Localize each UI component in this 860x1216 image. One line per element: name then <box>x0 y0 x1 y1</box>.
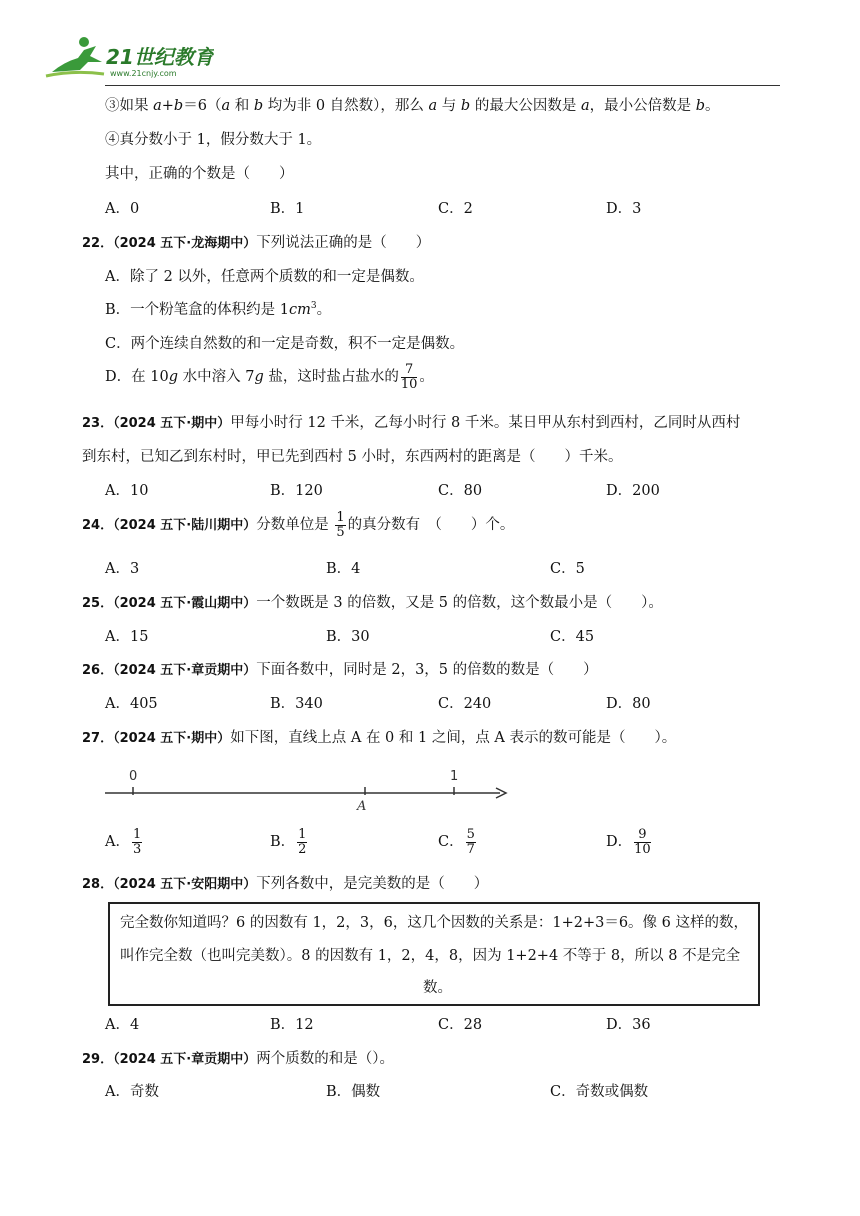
statement-4: ④真分数小于 1，假分数大于 1。 <box>105 132 322 148</box>
option-c[interactable]: C．240 <box>438 696 492 712</box>
question-prompt: 其中，正确的个数是（ ） <box>105 166 294 182</box>
option-a[interactable]: A．4 <box>105 1017 140 1033</box>
option-c[interactable]: C．两个连续自然数的和一定是奇数，积不一定是偶数。 <box>105 336 465 352</box>
info-box-line-3: 数。 <box>423 980 452 996</box>
option-b[interactable]: B．12 <box>270 1017 314 1033</box>
label-1: 1 <box>450 769 459 784</box>
question-27: 27．（2024 五下·期中）如下图，直线上点 A 在 0 和 1 之间，点 A 表示的数可能是（ ）。 <box>82 730 677 746</box>
site-logo <box>44 32 214 82</box>
option-b[interactable]: B．一个粉笔盒的体积约是 $1cm^3$。 <box>105 301 332 318</box>
question-23: 23．（2024 五下·期中）甲每小时行 12 千米，乙每小时行 8 千米。某日甲从东村到西村，乙同时从西村 <box>82 415 741 431</box>
option-c[interactable]: C． $\frac{5}{7}$ <box>438 827 475 857</box>
fraction: $\frac{7}{10}$ <box>400 362 418 392</box>
question-29: 29．（2024 五下·章贡期中）两个质数的和是（）。 <box>82 1051 394 1067</box>
info-box-line-1: 完全数你知道吗？6 的因数有 1，2，3，6，这几个因数的关系是：1+2+3＝6。像 6 这样的数， <box>120 915 748 931</box>
option-a[interactable]: A．奇数 <box>105 1084 159 1100</box>
option-d[interactable]: D．36 <box>606 1017 651 1033</box>
option-a[interactable]: A． $\frac{1}{3}$ <box>105 827 142 857</box>
number-line-diagram <box>100 764 520 814</box>
question-23-line2: 到东村，已知乙到东村时，甲已先到西村 5 小时，东西两村的距离是（ ）千米。 <box>82 449 623 465</box>
option-b[interactable]: B．340 <box>270 696 323 712</box>
info-box <box>108 902 760 1006</box>
option-c[interactable]: C．45 <box>550 629 595 645</box>
label-a: A <box>357 799 367 814</box>
option-a[interactable]: A．0 <box>105 201 140 217</box>
option-c[interactable]: C．2 <box>438 201 473 217</box>
option-a[interactable]: A．405 <box>105 696 158 712</box>
option-b[interactable]: B．1 <box>270 201 305 217</box>
option-b[interactable]: B．120 <box>270 483 323 499</box>
option-a[interactable]: A．除了 2 以外，任意两个质数的和一定是偶数。 <box>105 269 424 285</box>
option-b[interactable]: B．30 <box>326 629 370 645</box>
question-24: 24．（2024 五下·陆川期中）分数单位是 $\frac{1}{5}$ 的真分数有 （ ）个。 <box>82 510 515 540</box>
option-b[interactable]: B．偶数 <box>326 1084 381 1100</box>
option-a[interactable]: A．15 <box>105 629 149 645</box>
runner-logo-icon <box>44 32 214 82</box>
svg-text:21世纪教育: 21世纪教育 <box>106 45 214 69</box>
svg-text:www.21cnjy.com: www.21cnjy.com <box>110 69 177 78</box>
option-d[interactable]: D．80 <box>606 696 651 712</box>
question-22: 22．（2024 五下·龙海期中）下列说法正确的是（ ） <box>82 235 431 251</box>
option-d[interactable]: D．200 <box>606 483 660 499</box>
option-b[interactable]: B．4 <box>326 561 361 577</box>
option-c[interactable]: C．28 <box>438 1017 483 1033</box>
option-c[interactable]: C．5 <box>550 561 585 577</box>
option-c[interactable]: C．80 <box>438 483 483 499</box>
label-0: 0 <box>129 769 138 784</box>
option-d[interactable]: D． $\frac{9}{10}$ <box>606 827 651 857</box>
option-d[interactable]: D．在 10g 水中溶入 7g 盐，这时盐占盐水的 $\frac{7}{10}$ 。 <box>105 362 434 392</box>
header-rule <box>105 85 780 86</box>
question-25: 25．（2024 五下·霞山期中）一个数既是 3 的倍数，又是 5 的倍数，这个数最小是（ ）。 <box>82 595 663 611</box>
option-d[interactable]: D．3 <box>606 201 642 217</box>
statement-3: ③如果 a+b＝6（a 和 b 均为非 0 自然数），那么 a 与 b 的最大公因数是 a，最小公倍数是 b。 <box>105 98 720 114</box>
question-28: 28．（2024 五下·安阳期中）下列各数中，是完美数的是（ ） <box>82 876 489 892</box>
option-a[interactable]: A．3 <box>105 561 140 577</box>
option-a[interactable]: A．10 <box>105 483 149 499</box>
option-b[interactable]: B． $\frac{1}{2}$ <box>270 827 307 857</box>
option-c[interactable]: C．奇数或偶数 <box>550 1084 649 1100</box>
fraction: $\frac{1}{5}$ <box>336 510 345 540</box>
info-box-line-2: 叫作完全数（也叫完美数）。8 的因数有 1，2，4，8，因为 1+2+4 不等于 8，所以 8 不是完全 <box>120 948 741 964</box>
question-26: 26．（2024 五下·章贡期中）下面各数中，同时是 2，3，5 的倍数的数是（ ） <box>82 662 598 678</box>
